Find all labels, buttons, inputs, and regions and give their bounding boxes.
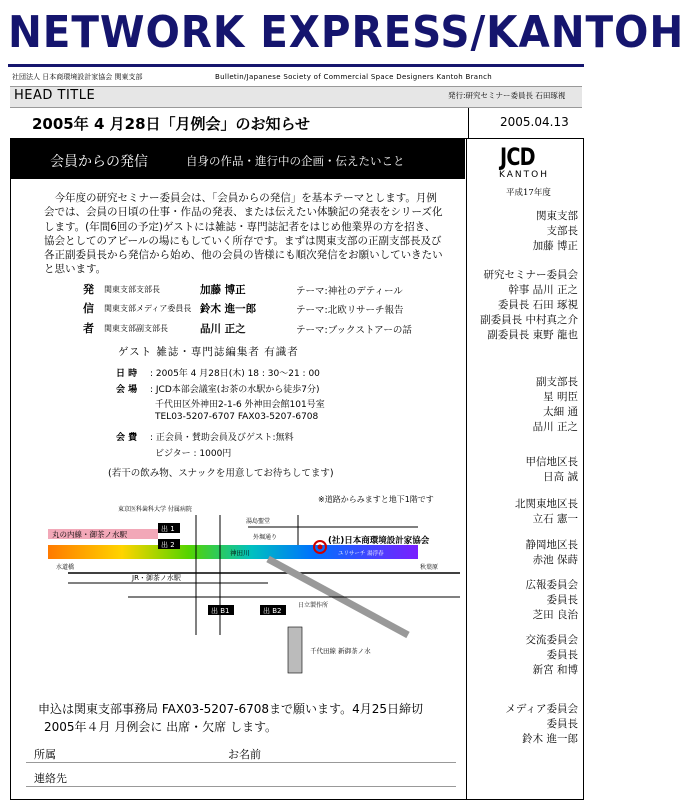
jr-label: JR・御茶ノ水駅: [132, 574, 181, 582]
publisher-en: Bulletin/Japanese Society of Commercial Space Designers Kantoh Branch: [215, 73, 492, 81]
sidebar-line: 芝田 良治: [532, 609, 578, 621]
band-title: 会員からの発信: [50, 154, 148, 170]
presenter-kanji: 信: [83, 302, 94, 315]
sidebar-line: 甲信地区長: [525, 456, 578, 468]
chiyoda-label: 千代田線 新御茶ノ水: [310, 647, 371, 655]
sidebar-group: [470, 208, 578, 253]
exit1-label: 出 1: [161, 525, 175, 533]
venue-address: 千代田区外神田2-1-6 外神田会館101号室: [155, 400, 325, 410]
affiliation-label: 所属: [34, 748, 56, 761]
suido-label: 水道橋: [56, 564, 75, 571]
contact-field[interactable]: [26, 786, 456, 787]
logo-sub: KANTOH: [499, 170, 549, 180]
band-subtitle: 自身の作品・進行中の企画・伝えたいこと: [186, 154, 405, 168]
fee-label: 会 費: [116, 433, 138, 443]
sidebar-line: 副委員長 中村真之介: [480, 314, 578, 326]
exit2-label: 出 2: [161, 541, 175, 549]
sidebar-group: [470, 632, 578, 677]
sidebar-line: 交流委員会: [525, 634, 578, 646]
sidebar-line: 広報委員会: [525, 579, 578, 591]
sidebar-line: 委員長: [546, 649, 578, 661]
sidebar-line: 支部長: [546, 225, 578, 237]
intro-paragraph: 今年度の研究セミナー委員会は、「会員からの発信」を基本テーマとします。月例会では、会員の日頃の仕事・作品の発表、または伝えたい体験記の発表をシリーズ化します。(年間6回の予定)ゲストには雑誌・専門誌記者をはじめ他業界の方を招き、協会としてのアピールの場にもしていく所存です。まずは関東支部の正副支部長及び各正副委員長から発信から始め、他の会員の皆様にも順次発信をお願いしていきたいと思います。: [44, 192, 443, 276]
sidebar-line: 立石 憲一: [532, 513, 578, 525]
exitb1-label: 出 B1: [211, 607, 230, 615]
snack-note: (若干の飲み物、スナックを用意してお待ちしてます): [108, 468, 334, 479]
fiscal-year: 平成17年度: [506, 188, 551, 198]
presenter-role: 関東支部メディア委員長: [104, 304, 192, 313]
jcd-logo: JCD: [500, 143, 535, 171]
sidebar-line: 日高 誠: [543, 471, 578, 483]
sidebar-line: 副支部長: [536, 376, 578, 388]
sidebar-line: 鈴木 進一郎: [522, 733, 578, 745]
date-value: : 2005年 4 月28日(木) 18 : 30～21 : 00: [150, 369, 320, 379]
sidebar-group: [470, 374, 578, 434]
presenter-name: 鈴木 進一郎: [200, 303, 257, 315]
name-label: お名前: [228, 748, 261, 761]
hospital-label: 東京医科歯科大学 付属病院: [118, 506, 192, 513]
guest-line: ゲスト 雑誌・専門誌編集者 有識者: [118, 346, 299, 358]
exitb2-label: 出 B2: [263, 607, 282, 615]
sidebar-group: [470, 496, 578, 526]
sidebar-group: [470, 267, 578, 342]
venue-label: 会 場: [116, 385, 138, 395]
publisher-jp: 社団法人 日本商環境設計家協会 関東支部: [12, 73, 143, 81]
presenter-kanji: 発: [83, 283, 94, 296]
bldg-label: 日立製作所: [298, 602, 329, 609]
sidebar-line: 研究セミナー委員会: [483, 269, 578, 281]
kanda-label: 神田川: [230, 549, 250, 557]
sidebar-line: 委員長: [546, 718, 578, 730]
sidebar-line: 委員長: [546, 594, 578, 606]
sidebar-line: 委員長 石田 琢視: [497, 299, 578, 311]
affiliation-field[interactable]: [26, 762, 456, 763]
sidebar-group: [470, 701, 578, 746]
date-label: 日 時: [116, 369, 138, 379]
title-divider: [468, 108, 469, 138]
sidebar-group: [470, 577, 578, 622]
sidebar-line: 新宮 和博: [532, 664, 578, 676]
masthead-title: NETWORK EXPRESS/KANTOH: [8, 7, 684, 58]
masthead-rule: [8, 64, 584, 67]
sidebar-line: 副委員長 東野 龍也: [487, 329, 578, 341]
sidebar-line: 加藤 博正: [532, 240, 578, 252]
sidebar-group: [470, 537, 578, 567]
destination-dot: [318, 545, 323, 550]
sotobori-label: 外堀通り: [253, 534, 278, 541]
presenter-kanji: 者: [83, 322, 94, 335]
sidebar-divider: [466, 138, 467, 800]
intro-text: [44, 191, 444, 277]
presenter-theme: テーマ:ブックストアーの話: [296, 325, 412, 336]
issue-date: 2005.04.13: [500, 115, 569, 129]
sidebar-line: 品川 正之: [532, 421, 578, 433]
org-label: (社)日本商環境設計家協会: [328, 536, 430, 546]
attendance-line: 2005年４月 月例会に 出席・欠席 します。: [44, 720, 278, 734]
contact-label: 連絡先: [34, 772, 67, 785]
chiyoda-exit: [288, 627, 302, 673]
sidebar-line: 関東支部: [536, 210, 578, 222]
issuer: 発行:研究セミナー委員長 石田琢視: [448, 91, 566, 100]
visitor-fee: ビジター : 1000円: [155, 449, 232, 459]
venue-tel: TEL03-5207-6707 FAX03-5207-6708: [155, 412, 319, 422]
presenter-name: 加藤 博正: [200, 284, 246, 296]
sidebar-group: [470, 454, 578, 484]
page-title: 2005年 4 月28日「月例会」のお知らせ: [32, 115, 311, 133]
yushima-label: 湯島聖堂: [246, 518, 271, 525]
sidebar-line: 星 明臣: [543, 391, 578, 403]
fee-value: : 正会員・賛助会員及びゲスト:無料: [150, 433, 294, 443]
access-map: [48, 505, 460, 673]
presenter-theme: テーマ:北欧リサーチ報告: [296, 305, 404, 316]
sidebar-line: 北関東地区長: [515, 498, 578, 510]
presenter-role: 関東支部支部長: [104, 285, 160, 294]
sidebar-line: 静岡地区長: [525, 539, 578, 551]
sidebar-line: メディア委員会: [505, 703, 578, 715]
sidebar-line: 赤池 保蒔: [532, 554, 578, 566]
head-title: HEAD TITLE: [14, 88, 96, 103]
marunouchi-label: 丸の内線・御茶ノ水駅: [52, 530, 127, 539]
presenter-name: 品川 正之: [200, 323, 246, 335]
map-note: ※道路からみますと地下1階です: [318, 495, 434, 504]
venue-value: : JCD本部会議室(お茶の水駅から徒歩7分): [150, 385, 320, 395]
presenter-role: 関東支部副支部長: [104, 324, 168, 333]
presenter-theme: テーマ:神社のデティール: [296, 286, 403, 297]
akihabara-label: 秋葉原: [420, 564, 439, 571]
apply-instruction: 申込は関東支部事務局 FAX03-5207-6708まで願います。4月25日締切: [38, 702, 423, 716]
sidebar-line: 幹事 品川 正之: [508, 284, 578, 296]
ultra-label: ユリサーチ 湯浮春: [338, 551, 384, 557]
sidebar-line: 太細 通: [543, 406, 578, 418]
